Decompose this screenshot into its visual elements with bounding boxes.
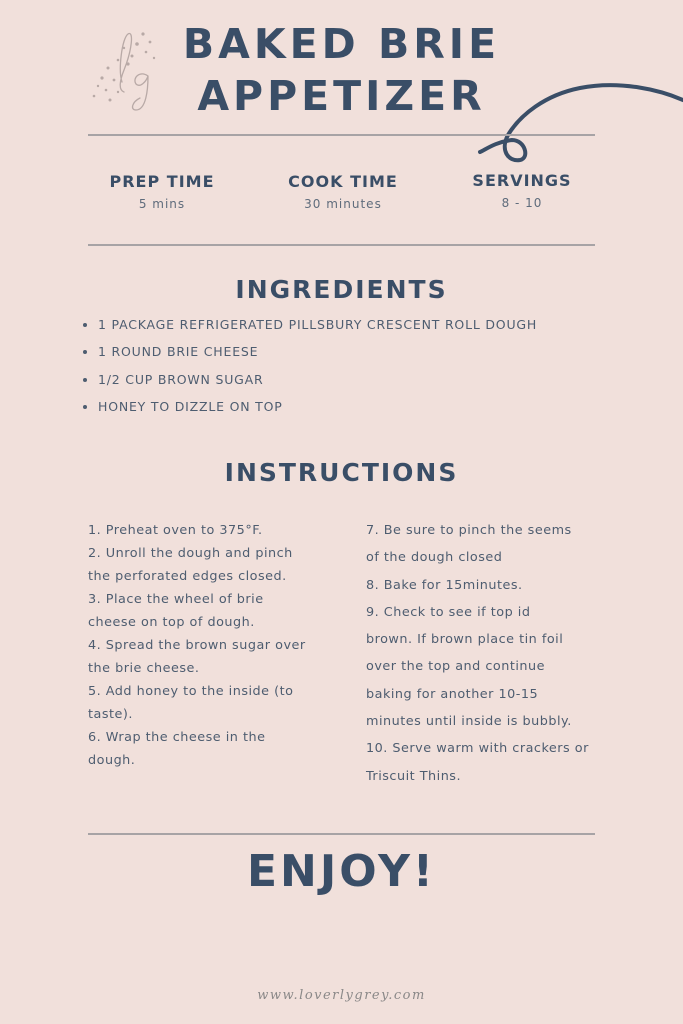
cook-time-label: COOK TIME bbox=[288, 172, 398, 191]
instruction-line: the brie cheese. bbox=[88, 661, 200, 676]
instruction-line: Triscuit Thins. bbox=[366, 768, 462, 784]
divider-bottom bbox=[88, 833, 595, 835]
ingredient-item: HONEY TO DIZZLE ON TOP bbox=[80, 398, 537, 425]
instruction-line: 4. Spread the brown sugar over bbox=[88, 638, 306, 653]
instruction-line: 1. Preheat oven to 375°F. bbox=[88, 523, 263, 538]
instructions-column-left bbox=[88, 519, 306, 772]
instruction-line: minutes until inside is bubbly. bbox=[366, 714, 572, 730]
instruction-line: baking for another 10-15 bbox=[366, 686, 539, 702]
instruction-line: the perforated edges closed. bbox=[88, 569, 287, 584]
title-line-1: BAKED BRIE bbox=[182, 20, 501, 68]
ingredient-item: 1/2 CUP BROWN SUGAR bbox=[80, 371, 537, 398]
instruction-line: 7. Be sure to pinch the seems bbox=[366, 523, 572, 538]
enjoy-text: ENJOY! bbox=[246, 846, 436, 897]
instructions-column-right bbox=[366, 517, 589, 790]
divider-top bbox=[88, 134, 595, 136]
decorative-swirl bbox=[470, 80, 683, 170]
prep-time-label: PREP TIME bbox=[109, 172, 215, 191]
ingredient-item: 1 PACKAGE REFRIGERATED PILLSBURY CRESCENT ROLL DOUGH bbox=[80, 316, 537, 343]
instruction-line: 2. Unroll the dough and pinch bbox=[88, 546, 293, 561]
instruction-line: over the top and continue bbox=[366, 659, 545, 675]
servings-value: 8 - 10 bbox=[501, 196, 543, 210]
instruction-line: taste). bbox=[88, 707, 133, 722]
instruction-line: 8. Bake for 15minutes. bbox=[366, 577, 523, 593]
instruction-line: 6. Wrap the cheese in the bbox=[88, 730, 266, 745]
instruction-line: dough. bbox=[88, 753, 136, 768]
footer-url: www.loverlygrey.com bbox=[257, 988, 426, 1003]
cook-time bbox=[263, 172, 423, 211]
divider-middle bbox=[88, 244, 595, 246]
ingredient-item: 1 ROUND BRIE CHEESE bbox=[80, 343, 537, 370]
servings-label: SERVINGS bbox=[472, 171, 572, 190]
instruction-line: 9. Check to see if top id bbox=[366, 604, 531, 620]
prep-time-value: 5 mins bbox=[138, 197, 186, 211]
ingredients-heading: INGREDIENTS bbox=[235, 275, 448, 304]
instruction-line: 10. Serve warm with crackers or bbox=[366, 741, 589, 757]
instructions-heading: INSTRUCTIONS bbox=[224, 458, 459, 487]
instruction-line: cheese on top of dough. bbox=[88, 615, 255, 630]
instruction-line: of the dough closed bbox=[366, 550, 503, 566]
ingredients-list bbox=[80, 316, 537, 425]
instruction-line: 5. Add honey to the inside (to bbox=[88, 684, 294, 699]
title-line-2: APPETIZER bbox=[197, 72, 486, 120]
prep-time bbox=[82, 172, 242, 211]
instruction-line: 3. Place the wheel of brie bbox=[88, 592, 264, 607]
cook-time-value: 30 minutes bbox=[304, 197, 382, 211]
servings bbox=[442, 171, 602, 210]
instruction-line: brown. If brown place tin foil bbox=[366, 632, 564, 648]
